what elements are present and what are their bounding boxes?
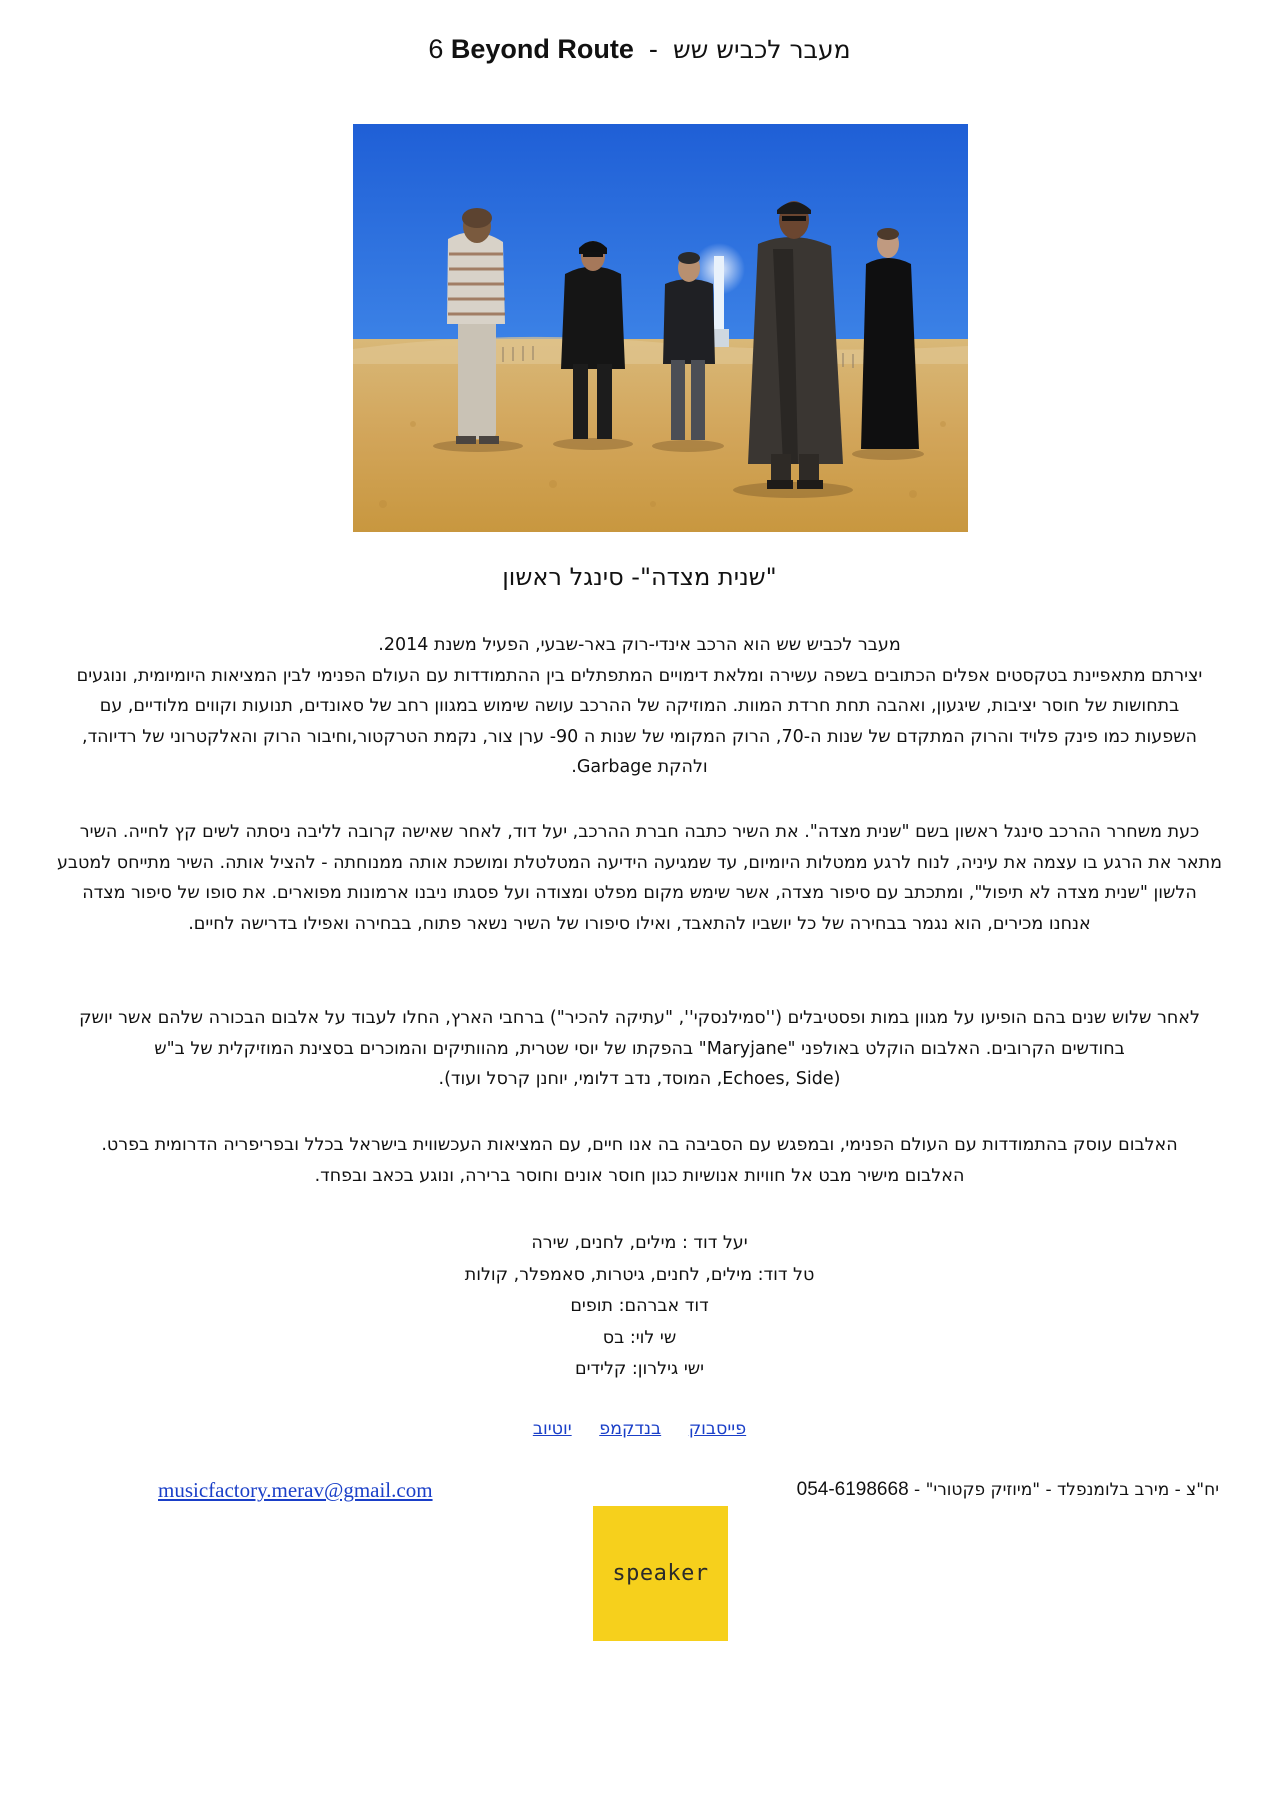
credit-line: טל דוד: מילים, לחנים, גיטרות, סאמפלר, קולות [464, 1264, 815, 1285]
intro-paragraph [20, 630, 1259, 783]
facebook-link[interactable]: פייסבוק [688, 1419, 747, 1439]
pr-contact-label: יח"צ - מירב בלומנפלד - "מיוזיק פקטורי" - [914, 1480, 1219, 1500]
paragraph-line: לאחר שלוש שנים בהם הופיעו על מגוון במות ופסטיבלים (''סמילנסקי'', "עתיקה להכיר") ברחבי הארץ, החלו לעבוד על אלבום הבכורה שלהם אשר יושק [79, 1008, 1200, 1028]
paragraph-line: האלבום עוסק בהתמודדות עם העולם הפנימי, ובמפגש עם הסביבה בה אנו חיים, עם המציאות העכשווית בישראל בכלל ובפריפריה הדרומית בפרט. [101, 1135, 1178, 1155]
youtube-link[interactable]: יוטיוב [532, 1419, 572, 1439]
social-links [0, 1416, 1279, 1442]
paragraph-line: (Echoes, Side, המוסד, נדב דלומי, יוחנן קרסל ועוד). [438, 1069, 841, 1089]
single-paragraph [20, 817, 1259, 939]
band-credits [20, 1228, 1259, 1386]
title-band-name: Beyond Route [450, 34, 634, 64]
credit-line: שי לוי: בס [602, 1327, 677, 1348]
paragraph-line: מתאר את הרגע בו עצמה את עיניה, לנוח לרגע ממטלות היומיום, עד שמגיעה הידיעה המטלטלת ומושכת אותה ממנוחתה - להציל אותה. השיר מתייחס למטבע [56, 852, 1223, 873]
credit-line: יעל דוד : מילים, לחנים, שירה [531, 1233, 748, 1253]
band-photo [353, 124, 968, 532]
pr-contact [797, 1479, 1219, 1501]
paragraph-line: כעת משחרר ההרכב סינגל ראשון בשם "שנית מצדה". את השיר כתבה חברת ההרכב, יעל דוד, לאחר שאישה קרובה לליבה ניסתה לשים קץ לחייה. השיר [79, 822, 1200, 842]
paragraph-line: השפעות כמו פינק פלויד והרוק המתקדם של שנות ה-70, הרוק המקומי של שנות ה 90- ערן צור, נקמת הטרקטור,וחיבור הרוק והאלקטרוני של רדיוהד, [82, 726, 1197, 747]
bandcamp-link[interactable]: בנדקמפ [599, 1419, 662, 1439]
paragraph-line: ולהקת Garbage. [571, 757, 708, 777]
paragraph-line: יצירתם מתאפיינת בטקסטים אפלים הכתובים בשפה עשירה ומלאת דימויים המתפתלים בין ההתמודדות עם העולם הפנימי לבין המציאות היומיומית, ונוגעים [76, 665, 1203, 686]
album-paragraph [20, 1003, 1259, 1095]
paragraph-line: הלשון "שנית מצדה לא תיפול", ומתכתב עם סיפור מצדה, אשר שימש מקום מפלט ומצודה ועל פסגתו ניבנו ארמונות מפוארים. את סופו של סיפור מצדה [82, 883, 1197, 903]
paragraph-line: האלבום מישיר מבט אל חוויות אנושיות כגון חוסר אונים וחוסר ברירה, ונוגע בכאב ובפחד. [314, 1165, 965, 1186]
album-theme-paragraph [20, 1130, 1259, 1191]
paragraph-line: אנחנו מכירים, הוא נגמר בבחירה של כל יושביו להתאבד, ואילו סיפורו של השיר נשאר פתוח, בבחירה ואפילו בדרישה לחיים. [188, 913, 1091, 934]
speaker-logo-text: speaker [612, 1561, 709, 1586]
title-number: 6 [428, 34, 444, 64]
email-link[interactable]: musicfactory.merav@gmail.com [158, 1478, 433, 1502]
title-hebrew-name: מעבר לכביש שש [672, 35, 851, 64]
phone-number: 054-6198668 [796, 1479, 909, 1500]
paragraph-line: בחודשים הקרובים. האלבום הוקלט באולפני "Maryjane" בהפקתו של יוסי שטרית, מהוותיקים והמוכרים בסצינת המוזיקלית של ב"ש [154, 1038, 1125, 1059]
single-subtitle: "שנית מצדה"- סינגל ראשון [502, 563, 777, 591]
credit-line: ישי גילרון: קלידים [574, 1359, 705, 1379]
paragraph-line: בתחושות של חוסר יציבות, שיגעון, ואהבה תחת חרדת המוות. המוזיקה של ההרכב עושה שימוש במגוון רחב של סאונדים, תנועות וקווים מלודיים, עם [99, 696, 1180, 716]
credit-line: דוד אברהם: תופים [570, 1296, 709, 1316]
paragraph-line: מעבר לכביש שש הוא הרכב אינדי-רוק באר-שבעי, הפעיל משנת 2014. [378, 635, 901, 655]
title-separator: - [648, 34, 658, 64]
speaker-logo [593, 1506, 728, 1641]
page-title [0, 30, 1279, 69]
